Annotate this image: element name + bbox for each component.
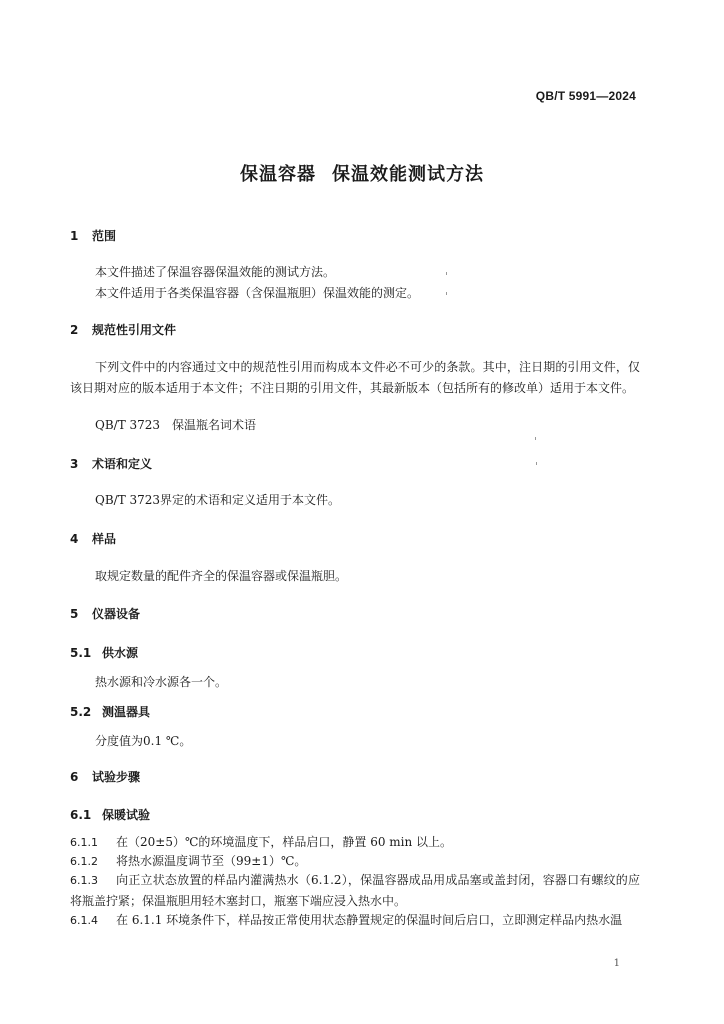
- subsection-title: 测温器具: [102, 705, 151, 719]
- clause-number: 6.1.2: [70, 855, 98, 868]
- section-title: 仪器设备: [92, 607, 141, 621]
- page-number: 1: [613, 958, 620, 969]
- scan-speck: [535, 437, 536, 440]
- subsection-5-2-heading: [70, 703, 150, 720]
- document-title: [0, 160, 724, 186]
- paragraph: QB/T 3723界定的术语和定义适用于本文件。: [95, 493, 341, 507]
- paragraph: 取规定数量的配件齐全的保温容器或保温瓶胆。: [95, 569, 348, 583]
- subsection-number: 5.1: [70, 646, 92, 660]
- subsection-title: 保暖试验: [102, 808, 151, 822]
- subsection-number: 5.2: [70, 705, 92, 719]
- clause-number: 6.1.3: [70, 874, 98, 887]
- section-title: 试验步骤: [92, 770, 141, 784]
- section-number: 3: [70, 457, 79, 471]
- section-number: 2: [70, 323, 79, 337]
- title-part-2: 保温效能测试方法: [332, 164, 484, 185]
- subsection-number: 6.1: [70, 808, 92, 822]
- subsection-title: 供水源: [102, 646, 139, 660]
- clause-number: 6.1.1: [70, 836, 98, 849]
- clause-text: 向正立状态放置的样品内灌满热水（6.1.2），保温容器成品用成品塞或盖封闭，容器口有螺纹的应将瓶盖拧紧；保温瓶胆用轻木塞封口，瓶塞下端应浸入热水中。: [70, 873, 640, 908]
- subsection-6-1-heading: [70, 806, 150, 823]
- paragraph-text: 下列文件中的内容通过文中的规范性引用而构成本文件必不可少的条款。其中，注日期的引用文件，仅该日期对应的版本适用于本文件；不注日期的引用文件，其最新版本（包括所有的修改单）适用于本文件。: [70, 360, 640, 395]
- section-title: 规范性引用文件: [92, 323, 177, 337]
- section-title: 样品: [92, 532, 117, 546]
- normative-reference: QB/T 3723 保温瓶名词术语: [95, 418, 257, 432]
- section-3-heading: [70, 455, 152, 472]
- scan-speck: [536, 462, 537, 465]
- clause-6-1-2: [70, 851, 306, 872]
- title-part-1: 保温容器: [240, 164, 316, 185]
- section-6-heading: [70, 768, 140, 785]
- clause-6-1-1: [70, 832, 452, 853]
- subsection-5-1-heading: [70, 644, 138, 661]
- paragraph: 本文件适用于各类保温容器（含保温瓶胆）保温效能的测定。: [95, 286, 420, 300]
- clause-6-1-3: [70, 870, 640, 911]
- section-number: 5: [70, 607, 79, 621]
- section-2-heading: [70, 321, 176, 338]
- clause-text: 在 6.1.1 环境条件下，样品按正常使用状态静置规定的保温时间后启口，立即测定样品内热水温: [116, 913, 623, 927]
- section-number: 6: [70, 770, 79, 784]
- paragraph: [70, 357, 640, 399]
- standard-code: QB/T 5991—2024: [535, 89, 636, 103]
- clause-text: 将热水源温度调节至（99±1）℃。: [116, 854, 307, 868]
- section-4-heading: [70, 530, 116, 547]
- clause-text: 在（20±5）℃的环境温度下，样品启口，静置 60 min 以上。: [116, 835, 453, 849]
- paragraph: 热水源和冷水源各一个。: [95, 675, 228, 689]
- scan-speck: [446, 272, 447, 275]
- clause-number: 6.1.4: [70, 914, 98, 927]
- section-title: 术语和定义: [92, 457, 153, 471]
- section-1-heading: [70, 227, 116, 244]
- section-number: 4: [70, 532, 79, 546]
- section-5-heading: [70, 605, 140, 622]
- paragraph: 本文件描述了保温容器保温效能的测试方法。: [95, 265, 336, 279]
- paragraph: 分度值为0.1 ℃。: [95, 734, 192, 748]
- section-number: 1: [70, 229, 79, 243]
- scan-speck: [446, 292, 447, 295]
- clause-6-1-4: [70, 910, 640, 931]
- section-title: 范围: [92, 229, 117, 243]
